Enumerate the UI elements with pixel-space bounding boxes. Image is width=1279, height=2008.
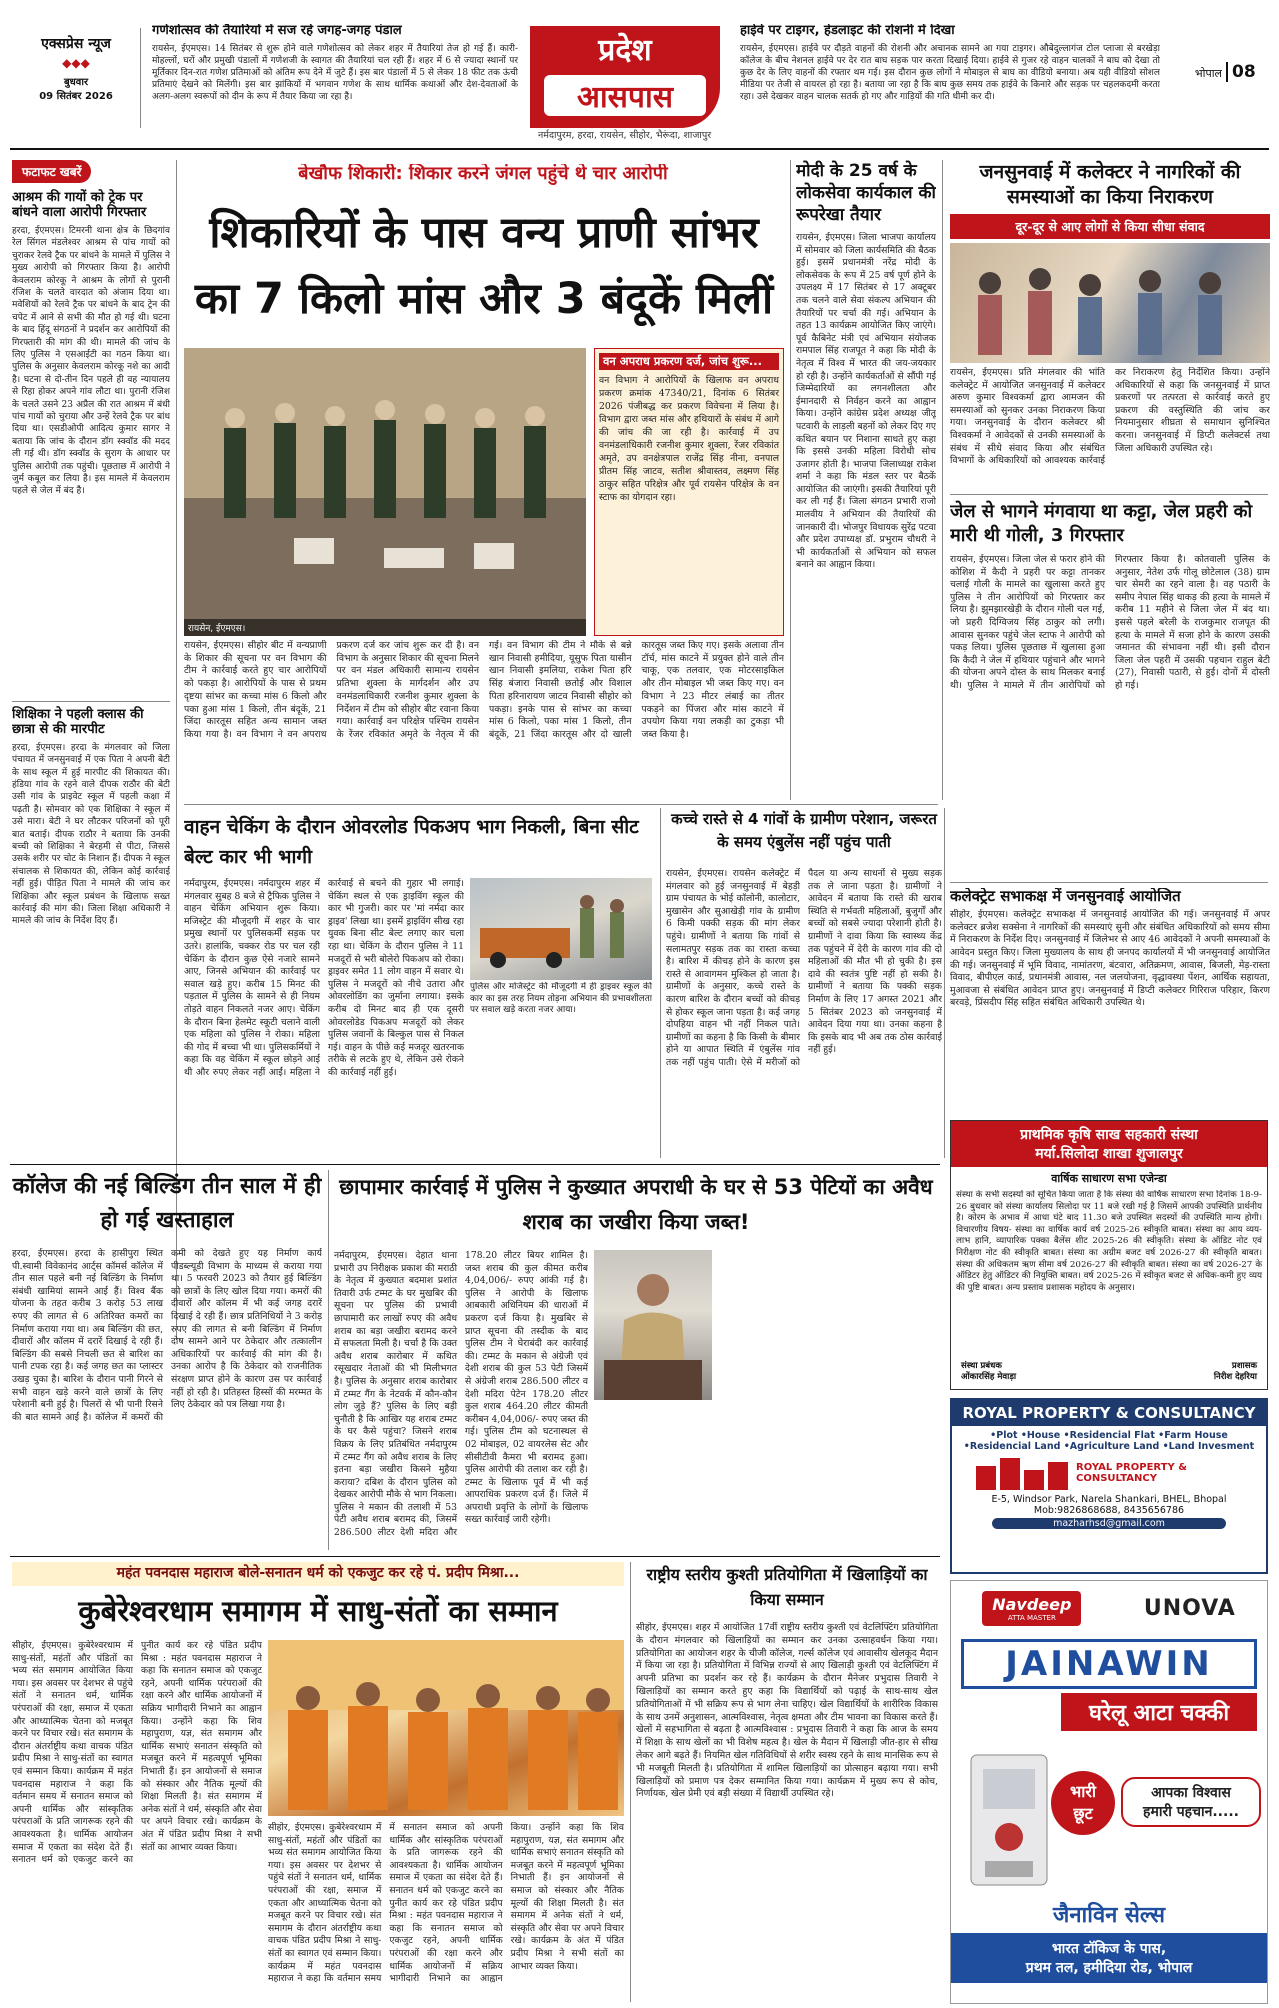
section-title-2: आसपास: [544, 75, 706, 116]
pickup-text: नर्मदापुरम, ईएमएस। नर्मदापुरम शहर में मंगलवार सुबह 8 बजे से ट्रैफिक पुलिस ने वाहन चेकिंग अभियान शुरू किया। मजिस्ट्रेट की मौजूदगी में शहर के चार प्रमुख स्थानों पर पुलिसकर्मी सड़क पर उतरे। हालांकि, चक्कर रोड पर चल रही चेकिंग के दौरान कुछ ऐसे नजारे सामने आए, जिनसे अभियान की कार्रवाई पर सवाल खड़े हुए। करीब 15 मिनट की पड़ताल में पुलिस के सामने से ही नियम तोड़ते वाहन निकलते नजर आए। चेकिंग के दौरान बिना हेलमेट स्कूटी चलाने वाली एक महिला को पुलिस ने रोका। महिला की गोद में बच्चा भी था। पुलिसकर्मियों ने कहा कि वह चेकिंग में स्कूल छोड़ने आई थी और रुपए लेकर नहीं आईं। महिला ने कार्रवाई से बचने की गुहार भी लगाई। चेकिंग स्थल से एक ड्राइविंग स्कूल की कार भी गुजरी। कार पर 'मां नर्मदा कार ड्राइव' लिखा था। इसमें ड्राइविंग सीख रहा युवक बिना सीट बेल्ट लगाए कार चला रहा था। चेकिंग के दौरान पुलिस ने 11 मजदूरों से भरी बोलेरो पिकअप को रोका। ड्राइवर समेत 11 लोग वाहन में सवार थे। पुलिस ने मजदूरों को नीचे उतारा और ओवरलोडिंग का जुर्माना लगाया। इसके करीब दो मिनट बाद ही एक दूसरी ओवरलोडेड पिकअप मजदूरों को लेकर पुलिस जवानों के बिल्कुल पास से निकल गई। वाहन के पीछे कई मजदूर खतरनाक तरीके से लटके हुए थे, लेकिन उसे रोकने की कार्रवाई नहीं हुई।: [184, 878, 464, 1078]
kuber-text-right: [268, 1822, 624, 2000]
pickup-photo-illustration: [470, 878, 652, 980]
ad-chakki-tagline1: आपका विश्वास: [1151, 1785, 1231, 1801]
ad-chakki-offer1: भारी: [1069, 1782, 1097, 1801]
collectorate-headline: कलेक्ट्रेट सभाकक्ष में जनसुनवाई आयोजित: [950, 888, 1181, 905]
kuber-text-right-bind: सीहोर, ईएमएस। कुबेरेश्वरधाम में साधु-संतों, महंतों और पंडितों का भव्य संत समागम आयोजित किया गया। इस अवसर पर देशभर से पहुंचे संतों ने सनातन धर्म, धार्मिक परंपराओं की रक्षा, समाज में एकता और आध्यात्मिक चेतना को मजबूत करने पर विचार रखे। संत समागम के दौरान अंतर्राष्ट्रीय कथा वाचक पंडित प्रदीप मिश्रा ने साधु-संतों का स्वागत एवं सम्मान किया। कार्यक्रम में महंत पवनदास महाराज ने कहा कि वर्तमान समय में सनातन समाज को अपनी धार्मिक और सांस्कृतिक परंपराओं के प्रति जागरूक रहने की आवश्यकता है। धार्मिक आयोजन समाज में एकता का संदेश देते हैं। सनातन धर्म को एकजुट करने का पुनीत कार्य कर रहे पंडित प्रदीप मिश्रा : महंत पवनदास महाराज ने कहा कि सनातन समाज को एकजुट रहने, अपनी धार्मिक परंपराओं की रक्षा करने और धार्मिक आयोजनों में सक्रिय भागीदारी निभाने का आह्वान किया। उन्होंने कहा कि शिव महापुराण, यज्ञ, संत समागम और धार्मिक सभाएं सनातन संस्कृति को मजबूत करने में महत्वपूर्ण भूमिका निभाती हैं। इन आयोजनों से समाज को संस्कार और नैतिक मूल्यों की शिक्षा मिलती है। संत समागम में अनेक संतों ने धर्म, संस्कृति और सेवा पर अपने विचार रखे। कार्यक्रम के अंत में पंडित प्रदीप मिश्रा ने सभी संतों का आभार व्यक्त किया।: [268, 1822, 624, 1985]
modi-story: [796, 160, 936, 800]
jansunwai-photo: [950, 243, 1270, 363]
fatafat-item1-title: आश्रम की गायों को ट्रेक पर बांधने वाला आरोपी गिरफ्तार: [12, 190, 147, 220]
liquor-text-left: नर्मदापुरम, ईएमएस। देहात थाना प्रभारी उप निरीक्षक प्रकाश की मराठी के नेतृत्व में कुख्यात बदमाश प्रशांत तिवारी उर्फ टम्मट के घर मुखबिर की सूचना पर पुलिस की प्रभावी छापामारी कर लाखों रुपए की अवैध शराब का बड़ा जखीरा बरामद करने में सफलता मिली है। चर्चा है कि उक्त अवैध शराब कारोबार में कथित रसूखदार नेताओं की भी मिलीभगत है। पुलिस के अनुसार शराब कारोबार में टम्मट गैंग के नेटवर्क में कौन-कौन लोग जुड़े हैं? पुलिस के लिए बड़ी चुनौती है कि आखिर यह शराब टम्मट के घर कैसे पहुंचा? जिसने शराब विक्रय के लिए प्रतिबंधित नर्मदापुरम में टम्मट गैंग को अवैध शराब के लिए इतना बड़ा जखीरा किसने मुहैया कराया? दबिश के दौरान पुलिस को देखकर आरोपी मौके से भाग निकला। पुलिस ने मकान की तलाशी में 53 पेटी अवैध शराब बरामद की, जिसमें 286.500 लीटर देशी मदिरा और 178.20 लीटर बियर शामिल है। जब्त शराब की कुल कीमत करीब 4,04,006/- रुपए आंकी गई है। पुलिस ने आरोपी के खिलाफ आबकारी अधिनियम की धाराओं में प्रकरण दर्ज किया है। मुखबिर से प्राप्त सूचना की तस्दीक के बाद पुलिस टीम ने घेराबंदी कर कार्रवाई की। टम्मट के मकान से अंग्रेजी एवं देशी शराब की कुल 53 पेटी जिसमें से अंग्रेजी शराब 286.500 लीटर व देशी मदिरा पेटेन 178.20 लीटर कुल शराब 464.20 लीटर कीमती करीबन 4,04,006/- रुपए जब्त की गई। पुलिस टीम को घटनास्थल से 02 मोबाइल, 02 वायरलेस सेट और सीसीटीवी कैमरा भी बरामद हुआ। पुलिस आरोपी की तलाश कर रही है। टम्मट के खिलाफ पूर्व में भी कई आपराधिक प्रकरण दर्ज हैं। जिले में अपराधी प्रवृत्ति के लोगों के खिलाफ सख्त कार्रवाई जारी रहेगी।: [334, 1250, 588, 1539]
brand-name: एक्सप्रेस न्यूज: [41, 36, 111, 52]
society-title-1: प्राथमिक कृषि साख सहकारी संस्था: [1020, 1127, 1198, 1143]
kuber-kicker-text: महंत पवनदास महाराज बोले-सनातन धर्म को एकजुट कर रहे पं. प्रदीप मिश्रा...: [116, 1565, 520, 1581]
ad-atta-chakki: [950, 1580, 1268, 2004]
ad-chakki-tagline: [1121, 1777, 1261, 1827]
sign-right-role: प्रशासक: [1231, 1361, 1257, 1371]
kuber-photo-illustration: [268, 1640, 624, 1816]
kushti-text: सीहोर, ईएमएस। शहर में आयोजित 17वीं राष्ट्रीय स्तरीय कुश्ती एवं वेटलिफ्टिंग प्रतियोगिता के दौरान मंगलवार को खिलाड़ियों का सम्मान कर उनका उत्साहवर्धन किया गया। प्रतियोगिता का आयोजन शहर के चीजी कॉलेज, गर्ल्स कॉलेज एवं आवासीय खेलकूद मैदान में किया जा रहा है। प्रतियोगिता में विभिन्न राज्यों से आए खिलाड़ी कुश्ती एवं वेटलिफ्टिंग में अपनी प्रतिभा का प्रदर्शन कर रहे हैं। कार्यक्रम के दौरान मैनेजर प्रभुदास तिवारी ने खिलाड़ियों का सम्मान करते हुए कहा कि विद्यार्थियों को पढ़ाई के साथ-साथ खेल प्रतियोगिताओं में भी सक्रिय रूप से भाग लेना चाहिए। खेल विद्यार्थियों के शारीरिक विकास के साथ उनमें अनुशासन, आत्मविश्वास, नेतृत्व क्षमता और टीम भावना का विकास करते हैं। खेलों में सहभागिता से बढ़ता है आत्मविश्वास : प्रभुदास तिवारी ने कहा कि आज के समय में शिक्षा के साथ खेलों का भी विशेष महत्व है। खेल के मैदान में खिलाड़ी जीत-हार से सीख लेकर आगे बढ़ते हैं। नियमित खेल गतिविधियों से शरीर स्वस्थ रहने के साथ मानसिक रूप से भी मजबूती मिलती है। प्रतियोगिता में शामिल खिलाड़ियों का प्रोत्साहन बढ़ाया गया। सभी खिलाड़ियों को प्रमाण पत्र देकर सम्मानित किया गया। कार्यक्रम में मुख्य रूप से कोच, निर्णायक, खेल प्रेमी एवं बड़ी संख्या में विद्यार्थी उपस्थित रहे।: [636, 1622, 938, 1800]
jansunwai-photo-illustration: [950, 243, 1270, 363]
college-text: हरदा, ईएमएस। हरदा के हासीपुरा स्थित पी.स्वामी विवेकानंद आर्ट्स कॉमर्स कॉलेज में तीन साल पहले बनी नई बिल्डिंग के निर्माण संबंधी खामियां सामने आई हैं। विश्व बैंक योजना के तहत करीब 3 करोड़ 53 लाख रुपए की लागत से 6 अतिरिक्त कमरों का निर्माण कराया गया था। अब बिल्डिंग की छत, दीवारों और कॉलम में दरारें दिखाई दे रही हैं। बिल्डिंग की सबसे निचली छत से बारिश का पानी टपक रहा है। कई जगह छत का प्लास्टर उखड़ चुका है। बारिश के दौरान पानी गिरने से सभी वाहन खड़े करने वाले छात्रों के लिए परेशानी बनी हुई है। पिलरों से भी पानी रिसने की बात सामने आई है। कॉलेज में कमरों की कमी को देखते हुए यह निर्माण कार्य पीडब्ल्यूडी विभाग के माध्यम से कराया गया था। 5 फरवरी 2023 को तैयार हुई बिल्डिंग को छात्रों के लिए खोल दिया गया। कमरों की दीवारों और कॉलम में भी कई जगह दरारें दिखाई दे रही हैं। छात्र प्रतिनिधियों ने 3 करोड़ रुपए की लागत से बनी बिल्डिंग में निर्माण दोष सामने आने पर ठेकेदार और तत्कालीन अधिकारियों पर कार्रवाई की मांग की है। उनका आरोप है कि ठेकेदार को राजनीतिक संरक्षण प्राप्त होने के कारण उस पर कार्रवाई नहीं हो रही है। प्रतिहस्त हिस्सों की मरम्मत के लिए ठेकेदार को पत्र लिखा गया है।: [12, 1248, 322, 1423]
ad-property-mobile: Mob:9826868688, 8435656786: [1033, 1505, 1185, 1516]
ad-property-email: mazharhsd@gmail.com: [992, 1518, 1226, 1529]
brief-tiger-title: हाईवे पर टाइगर, हेडलाइट की रोशनी में दिखा: [740, 24, 955, 38]
ambulance-headline: कच्चे रास्ते से 4 गांवों के ग्रामीण परेशान, जरूरत के समय एंबुलेंस नहीं पहुंच पाती: [671, 810, 937, 851]
lead-body: रायसेन, ईएमएस। सीहोर बीट में वन्यप्राणी के शिकार की सूचना पर वन विभाग की टीम ने कार्रवाई करते हुए चार आरोपियों को पकड़ा है। आरोपियों के पास से प्रथम दृष्टया सांभर का कच्चा मांस 6 किलो और पका हुआ मांस 1 किलो, तीन बंदूकें, 21 जिंदा कारतूस सहित अन्य सामान जब्त किया गया है। वन विभाग ने वन अपराध प्रकरण दर्ज कर जांच शुरू कर दी है। वन विभाग के अनुसार शिकार की सूचना मिलने पर वन मंडल अधिकारी सामान्य रायसेन प्रतिभा शुक्ला के मार्गदर्शन और उप वनमंडलाधिकारी रजनीश कुमार शुक्ला के निर्देशन में टीम को सीहोर बीट रवाना किया गया। कार्रवाई वन परिक्षेत्र पश्चिम रायसेन के रेंजर रविकांत अमृते के नेतृत्व में की गई। वन विभाग की टीम ने मौके से बन्ने खान निवासी हमीदिया, यूसुफ पिता यासीन खान निवासी इमलिया, राकेश पिता हरि सिंह बंजारा निवासी छतोई और विशाल पिता हरिनारायण जाटव निवासी सीहोर को पकड़ा। इनके पास से सांभर का कच्चा मांस 6 किलो, पका मांस 1 किलो, तीन बंदूकें, 21 जिंदा कारतूस और दो खाली कारतूस जब्त किए गए। इसके अलावा तीन टॉर्च, मांस काटने में प्रयुक्त होने वाले तीन चाकू, एक तलवार, एक मोटरसाइकिल और तीन मोबाइल भी जब्त किए गए। वन विभाग ने 23 मीटर लंबाई का तीतर पकड़ने का पिंजरा और मांस काटने में उपयोग किया गया लकड़ी का टुकड़ा भी जब्त किया है।: [184, 640, 784, 740]
brief-ganesh-text: रायसेन, ईएमएस। 14 सितंबर से शुरू होने वाले गणेशोत्सव को लेकर शहर में तैयारियां तेज हो गई हैं। कारी-मोहल्लों, घरों और प्रमुखी पंडालों में गणेशजी के स्वागत की तैयारियां चल रही हैं। शहर में 6 से ज्यादा स्थानों पर मूर्तिकार दिन-रात गणेश प्रतिमाओं को अंतिम रूप देने में जुटे हैं। इस बार पंडालों में 5 से लेकर 18 फीट तक ऊंची प्रतिमाएं देखने को मिलेंगी। इस बार झांकियों में भगवान गणेश के साथ धार्मिक कथाओं और देश-देवताओं के अलग-अलग स्वरूपों को दीन के रूप में तैयार किया जा रहा है।: [152, 43, 518, 102]
society-notice-title: वार्षिक साधारण सभा एजेन्डा: [1051, 1172, 1167, 1185]
brand-ornament-icon: ◆◆◆: [62, 56, 90, 71]
lead-photo-caption: रायसेन, ईएमएस।: [184, 619, 586, 636]
sign-right-name: निरीश देहरिया: [1213, 1372, 1257, 1382]
ad-property-line2: •Residencial Land •Agriculture Land •Land Invesment: [963, 1441, 1255, 1452]
ad-chakki-brand3: JAINAWIN: [961, 1639, 1257, 1689]
ad-chakki-address2: प्रथम तल, हमीदिया रोड, भोपाल: [1025, 1960, 1193, 1976]
pickup-photo-caption: पुलिस और मजिस्ट्रेट की मौजूदगी में ही ड्राइवर स्कूल की कार का इस तरह नियम तोड़ना अभियान की प्रभावशीलता पर सवाल खड़े करता नजर आया।: [470, 982, 652, 1015]
ad-chakki-brand1: Navdeep: [992, 1594, 1072, 1614]
jail-headline: जेल से भागने मंगवाया था कट्टा, जेल प्रहरी को मारी थी गोली, 3 गिरफ्तार: [950, 501, 1253, 546]
ad-chakki-machine-icon: [961, 1745, 1057, 1899]
society-notice: [950, 1120, 1268, 1390]
liquor-photo: [594, 1250, 712, 1400]
fatafat-item1-text: हरदा, ईएमएस। टिमरनी थाना क्षेत्र के छिदगांव रेल सिंगल मंडलेश्वर आश्रम से पांच गायों को चुराकर रेलवे ट्रैक पर बांधने के मामले में पुलिस ने मुख्य आरोपी को गिरफ्तार किया है। आरोपी केवलराम कोरकू ने आश्रम के लोगों से पुरानी रंजिश के चलते वारदात को अंजाम दिया था। मवेशियों को रेलवे ट्रैक पर बांधने के बाद ट्रेन की चपेट में आने से सभी की मौत हो गई थी। घटना के बाद हिंदू संगठनों ने प्रदर्शन कर आरोपियों की गिरफ्तारी की मांग की थी। मामले की जांच के लिए पुलिस ने एसआईटी का गठन किया था। पुलिस के अनुसार केवलराम कोरकू नशे का आदी है। घटना से दो-तीन दिन पहले ही वह न्यायालय से रिहा होकर अपने गांव लौटा था। पुरानी रंजिश के चलते उसने 23 अप्रैल की रात आश्रम में बंधी पांच गायों को चुराया और उन्हें रेलवे ट्रैक पर बांध दिया था। एसडीओपी आदित्य कुमार सागर ने बताया कि जांच के दौरान डॉग स्क्वॉड की मदद ली गई थी। डॉग स्क्वॉड के सुराग के आधार पर पुलिस आरोपी तक पहुंची। पूछताछ में आरोपी ने जुर्म कबूल कर लिया है। इस मामले में केवलराम पहले से जेल में बंद है।: [12, 225, 170, 497]
liquor-text-mid: [594, 1404, 712, 1550]
masthead-brand-box: [16, 28, 136, 120]
masthead-date: 09 सितंबर 2026: [39, 91, 113, 103]
district-strip: नर्मदापुरम, हरदा, रायसेन, सीहोर, भैरूंदा, शाजापुर: [538, 130, 712, 141]
page-city: भोपाल: [1194, 67, 1222, 80]
brief-ganesh-title: गणेशोत्सव की तैयारियों में सज रहे जगह-जगह पंडाल: [152, 24, 402, 38]
brief-tiger-text: रायसेन, ईएमएस। हाईवे पर दौड़ते वाहनों की रोशनी और अचानक सामने आ गया टाइगर। औबेदुल्लागंज टोल प्लाजा से बरखेड़ा कॉलेज के बीच नेशनल हाईवे पर देर रात बाघ सड़क पार करता दिखाई दिया। हाईवे से गुजर रहे वाहन चालकों ने बाघ को देखा तो कुछ देर के लिए वाहनों की रफ्तार थम गई। इस दौरान कुछ लोगों ने मोबाइल से बाघ का वीडियो बनाया। अब यही वीडियो सोशल मीडिया पर तेजी से वायरल हो रहा है। बताया जा रहा है कि बाघ कुछ समय तक हाईवे के किनारे और सड़क पर चहलकदमी करता रहा। उसे देखकर वाहन चालक सतर्क हो गए और गाड़ियों की गति धीमी कर दी।: [740, 43, 1160, 102]
lead-photo: [184, 348, 586, 636]
ad-property-logo-icon: [952, 1456, 1266, 1490]
ad-chakki-offer2: छूट: [1073, 1804, 1093, 1823]
pickup-photo: [470, 878, 652, 980]
ad-chakki-offer-badge: [1051, 1771, 1115, 1835]
pickup-text-cont: [470, 1024, 652, 1156]
liquor-headline: छापामार कार्रवाई में पुलिस ने कुख्यात अपराधी के घर से 53 पेटियों का अवैध शराब का जखीरा किया जब्त!: [339, 1175, 933, 1234]
ad-royal-property: [950, 1398, 1268, 1574]
ad-property-title: ROYAL PROPERTY & CONSULTANCY: [952, 1400, 1266, 1426]
ad-chakki-store: जैनाविन सेल्स: [1053, 1903, 1165, 1928]
ad-chakki-brands: [951, 1581, 1267, 1635]
jail-text: रायसेन, ईएमएस। जिला जेल से फरार होने की कोशिश में कैदी ने प्रहरी पर कट्टा तानकर चलाई गोली के मामले का खुलासा करते हुए पुलिस ने तीन आरोपियों को गिरफ्तार कर लिया है। झुमझारखेड़ी के दौरान गोली चल गई, जो प्रहरी दिग्विजय सिंह ठाकुर को लगी। आवास सुनकर पहुंचे जेल स्टाफ ने आरोपी को पकड़ लिया। पुलिस पूछताछ में खुलासा हुआ कि कैदी ने जेल में हथियार पहुंचाने और भागने की योजना अपने दोस्त के साथ मिलकर बनाई थी। पुलिस ने मामले में तीन आरोपियों को गिरफ्तार किया है। कोतवाली पुलिस के अनुसार, नेतेश उर्फ गोलू छोटेलाल (38) ग्राम चार सेमरी का रहने वाला है। वह पठारी के समीप नेपाल सिंह धाकड़ की हत्या के मामले में करीब 11 महीने से जिला जेल में बंद था। इससे पहले बरेली के राजकुमार राजपूत की हत्या के मामले में सजा होने के कारण उसकी जमानत की संभावना नहीं थी। इसी दौरान जिला जेल पहरी में उसकी पहचान राहुल बेटी (27), निवासी पठारी, से हुई। दोनों में दोस्ती हो गई।: [950, 554, 1270, 691]
ad-chakki-address-box: [951, 1933, 1267, 1983]
brief-tiger: [740, 24, 1160, 134]
kushti-headline: राष्ट्रीय स्तरीय कुश्ती प्रतियोगिता में खिलाड़ियों का किया सम्मान: [646, 1565, 928, 1609]
society-signatures: [951, 1358, 1267, 1384]
jansunwai-headline: जनसुनवाई में कलेक्टर ने नागरिकों की समस्याओं का किया निराकरण: [979, 161, 1241, 208]
jansunwai-text: रायसेन, ईएमएस। प्रति मंगलवार की भांति कलेक्ट्रेट में आयोजित जनसुनवाई में कलेक्टर अरुण कुमार विश्वकर्मा द्वारा आमजन की समस्याओं को सुनकर उनका निराकरण किया गया। जनसुनवाई के दौरान कलेक्टर श्री विश्वकर्मा ने आवेदकों से उनकी समस्याओं के संबंध में सीधे संवाद किया और संबंधित विभागों के अधिकारियों को आवश्यक कार्रवाई कर निराकरण हेतु निर्देशित किया। उन्होंने अधिकारियों से कहा कि जनसुनवाई में प्राप्त प्रकरणों पर तत्परता से कार्रवाई करते हुए प्रकरण की वस्तुस्थिति की जांच कर नियमानुसार शीघ्रता से समाधान सुनिश्चित करना। जनसुनवाई में डिप्टी कलेक्टर्स तथा जिला अधिकारी उपस्थित रहे।: [950, 367, 1270, 467]
section-banner: [530, 26, 720, 128]
masthead-day: बुधवार: [63, 77, 89, 89]
jansunwai-story: [950, 160, 1270, 490]
lead-kicker: [184, 164, 782, 194]
collectorate-story: [950, 888, 1270, 1118]
brief-ganesh: [152, 24, 518, 134]
kuber-text-left: सीहोर, ईएमएस। कुबेरेश्वरधाम में साधु-संतों, महंतों और पंडितों का भव्य संत समागम आयोजित किया गया। इस अवसर पर देशभर से पहुंचे संतों ने सनातन धर्म, धार्मिक परंपराओं की रक्षा, समाज में एकता और आध्यात्मिक चेतना को मजबूत करने पर विचार रखे। संत समागम के दौरान अंतर्राष्ट्रीय कथा वाचक पंडित प्रदीप मिश्रा ने साधु-संतों का स्वागत एवं सम्मान किया। कार्यक्रम में महंत पवनदास महाराज ने कहा कि वर्तमान समय में सनातन समाज को अपनी धार्मिक और सांस्कृतिक परंपराओं के प्रति जागरूक रहने की आवश्यकता है। धार्मिक आयोजन समाज में एकता का संदेश देते हैं। सनातन धर्म को एकजुट करने का पुनीत कार्य कर रहे पंडित प्रदीप मिश्रा : महंत पवनदास महाराज ने कहा कि सनातन समाज को एकजुट रहने, अपनी धार्मिक परंपराओं की रक्षा करने और धार्मिक आयोजनों में सक्रिय भागीदारी निभाने का आह्वान किया। उन्होंने कहा कि शिव महापुराण, यज्ञ, संत समागम और धार्मिक सभाएं सनातन संस्कृति को मजबूत करने में महत्वपूर्ण भूमिका निभाती हैं। इन आयोजनों से समाज को संस्कार और नैतिक मूल्यों की शिक्षा मिलती है। संत समागम में अनेक संतों ने धर्म, संस्कृति और सेवा पर अपने विचार रखे। कार्यक्रम के अंत में पंडित प्रदीप मिश्रा ने सभी संतों का आभार व्यक्त किया।: [12, 1640, 262, 1866]
ad-property-address: E-5, Windsor Park, Narela Shankari, BHEL, Bhopal: [991, 1494, 1227, 1505]
ad-chakki-brand1-box: [982, 1591, 1081, 1626]
society-title-2: मर्या.सिलोदा शाखा शुजालपुर: [1035, 1146, 1183, 1162]
lead-sidebox-title: वन अपराध प्रकरण दर्ज, जांच शुरू...: [599, 353, 779, 370]
jansunwai-subhead: दूर-दूर से आए लोगों से किया सीधा संवाद: [950, 214, 1270, 239]
ad-chakki-brand2: UNOVA: [1143, 1595, 1236, 1621]
ad-chakki-product: घरेलू आटा चक्की: [1061, 1693, 1257, 1731]
page-number: 08: [1226, 62, 1266, 82]
modi-headline: मोदी के 25 वर्ष के लोकसेवा कार्यकाल की रूपरेखा तैयार: [796, 161, 936, 225]
sign-left-name: ओंकारसिंह मेवाड़ा: [961, 1372, 1017, 1382]
society-notice-text: संस्था के सभी सदस्यों को सूचित किया जाता है कि संस्था की वार्षिक साधारण सभा दिनांक 18-9-26 बुधवार को संस्था कार्यालय सिलोदा पर 11 बजे रखी गई है जिसमें आपकी उपस्थिति प्रार्थनीय है। कोरम के अभाव में आधा घंटे बाद 11.30 बजे उपस्थित सदस्यों की उपस्थिति मान्य होगी। विचारणीय विषय- संस्था का वार्षिक कार्य वर्ष 2025-26 स्वीकृति बाबत। संस्था का आय व्यय-लाभ हानि, व्यापारिक पक्का बैलेंस शीट 2025-26 की स्वीकृति। संस्था के ऑडिट नोट एवं निरीक्षण नोट की स्वीकृति बाबत। संस्था का अग्रीम बजट वर्ष 2026-27 की स्वीकृति बाबत। संस्था की अधिकतम ऋण सीमा वर्ष 2026-27 की स्वीकृति बाबत। संस्था का वर्ष 2026-27 के ऑडिटर हेतु ऑडिटर की नियुक्ति बाबत। वर्ष 2025-26 में स्वीकृत बजट से अधिक-कमी हुए व्यय की पुष्टि बाबत। अन्य प्रस्ताव प्रशासक महोदय के अनुसार।: [956, 1190, 1262, 1293]
lead-photo-illustration: [184, 348, 586, 636]
ad-chakki-tagline2: हमारी पहचान.....: [1143, 1804, 1239, 1820]
fatafat-label: फटाफट खबरें: [12, 160, 91, 183]
society-header: [951, 1121, 1267, 1167]
fatafat-item2-title: शिक्षिका ने पहली क्लास की छात्रा से की मारपीट: [12, 706, 144, 737]
lead-sidebox: [594, 348, 784, 636]
ad-property-brand: ROYAL PROPERTY & CONSULTANCY: [1076, 1462, 1187, 1484]
modi-text: रायसेन, ईएमएस। जिला भाजपा कार्यालय में सोमवार को जिला कार्यसमिति की बैठक हुई। इसमें प्रधानमंत्री नरेंद्र मोदी के लोकसेवक के रूप में 25 वर्ष पूर्ण होने के उपलक्ष्य में 17 सितंबर से 17 अक्टूबर तक चलने वाले सेवा संकल्प अभियान की तैयारियों पर चर्चा की गई। अभियान के तहत 13 कार्यक्रम आयोजित किए जाएंगे। पूर्व कैबिनेट मंत्री एवं अभियान संयोजक रामपाल सिंह राजपूत ने कहा कि मोदी के नेतृत्व में विश्व में भारत की जय-जयकार हो रही है। उन्होंने कार्यकर्ताओं से सौंपी गई जिम्मेदारियों का लगनशीलता और ईमानदारी से निर्वहन करने का आह्वान किया। उन्होंने कांग्रेस प्रदेश अध्यक्ष जीतू पटवारी के लाड़ली बहनों को लेकर दिए गए कथित बयान पर निशाना साधते हुए कहा कि इससे उनकी महिला विरोधी सोच उजागर होती है। भाजपा जिलाध्यक्ष राकेश शर्मा ने कहा कि मंडल स्तर पर बैठकें आयोजित की जाएंगी। इसकी तैयारियां पूरी कर ली गई हैं। जिला संगठन प्रभारी राजो मालवीय ने अभियान की तैयारियों की जानकारी दी। भोजपुर विधायक सुरेंद्र पटवा और प्रदेश उपाध्यक्ष डॉ. प्रभुराम चौधरी ने भी कार्यकर्ताओं से अभियान को सफल बनाने का आह्वान किया।: [796, 232, 936, 571]
liquor-text-right: [720, 1250, 938, 1550]
lead-kicker-text: बेखौफ शिकारी: शिकार करने जंगल पहुंचे थे चार आरोपी: [298, 164, 668, 184]
lead-sidebox-text: वन विभाग ने आरोपियों के खिलाफ वन अपराध प्रकरण क्रमांक 47340/21, दिनांक 6 सितंबर 2026 पंजीबद्ध कर प्रकरण विवेचना में लिया है। विभाग द्वारा जब्त मांस और हथियारों के संबंध में आगे की जांच की जा रही है। कार्रवाई में उप वनमंडलाधिकारी रजनीश कुमार शुक्ला, रेंजर रविकांत अमृते, उप वनक्षेत्रपाल राजेंद्र सिंह नीना, वनपाल प्रीतम सिंह जाटव, सतीश श्रीवास्तव, लक्ष्मण सिंह ठाकुर सहित परिक्षेत्र और पूर्व रायसेन परिक्षेत्र के वन स्टाफ का योगदान रहा।: [599, 375, 779, 504]
kuber-photo: [268, 1640, 624, 1816]
lead-headline: शिकारियों के पास वन्य प्राणी सांभर का 7 किलो मांस और 3 बंदूकें मिलीं: [194, 208, 774, 324]
college-headline: कॉलेज की नई बिल्डिंग तीन साल में ही हो गई खस्ताहाल: [12, 1174, 322, 1233]
collectorate-text: सीहोर, ईएमएस। कलेक्ट्रेट सभाकक्ष में जनसुनवाई आयोजित की गई। जनसुनवाई में अपर कलेक्टर ब्रजेश सक्सेना ने नागरिकों की समस्याएं सुनी और संबंधित अधिकारियों को समय सीमा में निराकरण के निर्देश दिए। जनसुनवाई में जिलेभर से आए 46 आवेदकों ने अपनी समस्याओं के आवेदन प्रस्तुत किए। जिला मुख्यालय के साथ ही जनपद कार्यालयों में भी जनसुनवाई आयोजित की गई। जनसुनवाई में भूमि विवाद, नामांतरण, बंटवारा, अतिक्रमण, आवास, बिजली, मेड़-रास्ता विवाद, बीपीएल कार्ड, प्रधानमंत्री आवास, नल जलयोजना, वृद्धावस्था पेंशन, आर्थिक सहायता, मुआवजा से संबंधित आवेदन प्राप्त हुए। जनसुनवाई में डिप्टी कलेक्टर गिरिराज परिहार, किरण बरवड़े, प्रिंसदीप सिंह सहित संबंधित अधिकारी उपस्थित थे।: [950, 909, 1270, 1009]
ad-chakki-brand1-sub: ATTA MASTER: [1007, 1613, 1056, 1622]
sign-left-role: संस्था प्रबंधक: [961, 1361, 1002, 1371]
ambulance-text: रायसेन, ईएमएस। रायसेन कलेक्ट्रेट में मंगलवार को हुई जनसुनवाई में बेहड़ी ग्राम पंचायत के भोई कॉलोनी, कालोटार, मुखासेन और सुआखेड़ी गांव के ग्रामीण 6 किमी पक्की सड़क की मांग लेकर पहुंचे। ग्रामीणों ने बताया कि गांवों से सलामतपुर सड़क तक का रास्ता कच्चा है। बारिश में कीचड़ होने के कारण इस रास्ते से आवागमन मुश्किल हो जाता है। ग्रामीणों के अनुसार, कच्चे रास्ते के कारण बारिश के दौरान बच्चों को कीचड़ से होकर स्कूल जाना पड़ता है। कई जगह दोपहिया वाहन भी नहीं निकल पाते। ग्रामीणों का कहना है कि किसी के बीमार होने या आपात स्थिति में एंबुलेंस गांव तक नहीं पहुंच पाती। ऐसे में मरीजों को पैदल या अन्य साधनों से मुख्य सड़क तक ले जाना पड़ता है। ग्रामीणों ने आवेदन में बताया कि रास्ते की खराब स्थिति से गर्भवती महिलाओं, बुजुर्गों और बच्चों को सबसे ज्यादा परेशानी होती है। ग्रामीणों ने दावा किया कि स्वास्थ्य केंद्र तक पहुंचने में देरी के कारण गांव की दो महिलाओं की मौत भी हो चुकी है। इस दावे की स्वतंत्र पुष्टि नहीं हो सकी है। ग्रामीणों ने बताया कि पक्की सड़क निर्माण के लिए 17 अगस्त 2021 और 5 सितंबर 2023 को जनसुनवाई में आवेदन दिया गया था। उनका कहना है कि इसके बाद भी अब तक ठोस कार्रवाई नहीं हुई।: [666, 868, 942, 1068]
pickup-headline: वाहन चेकिंग के दौरान ओवरलोड पिकअप भाग निकली, बिना सीट बेल्ट कार भी भागी: [184, 816, 639, 868]
section-title-1: प्रदेश: [598, 33, 652, 68]
jail-story: [950, 500, 1270, 880]
ad-property-line1: •Plot •House •Residencial Flat •Farm House: [990, 1430, 1228, 1441]
kuber-headline: कुबेरेश्वरधाम समागम में साधु-संतों का सम्मान: [78, 1594, 558, 1628]
ad-chakki-address1: भारत टॉकिज के पास,: [1051, 1941, 1167, 1957]
liquor-photo-illustration: [594, 1250, 712, 1400]
fatafat-item2-text: हरदा, ईएमएस। हरदा के मंगलवार को जिला पंचायत में जनसुनवाई में एक पिता ने अपनी बेटी के साथ स्कूल में हुई मारपीट की शिकायत की। हंडिया गांव के रहने वाले दीपक राठौर की बेटी उसी गांव के प्राइवेट स्कूल में पहली कक्षा में पढ़ती है। सोमवार को एक शिक्षिका ने स्कूल में उसे मारा। बेटी ने घर लौटकर परिजनों को पूरी बात बताई। दीपक राठौर ने बताया कि उनकी बच्ची को शिक्षिका ने बेरहमी से पीटा, जिससे उसके शरीर पर चोट के निशान हैं। दीपक ने स्कूल संचालक से शिकायत की, लेकिन कोई कार्रवाई नहीं हुई। पीड़ित पिता ने मामले की जांच कर शिक्षिका और स्कूल प्रबंधन के खिलाफ सख्त कार्रवाई की मांग की। जिला शिक्षा अधिकारी ने मामले की जांच के निर्देश दिए हैं।: [12, 742, 170, 927]
kuber-kicker: [12, 1562, 624, 1586]
